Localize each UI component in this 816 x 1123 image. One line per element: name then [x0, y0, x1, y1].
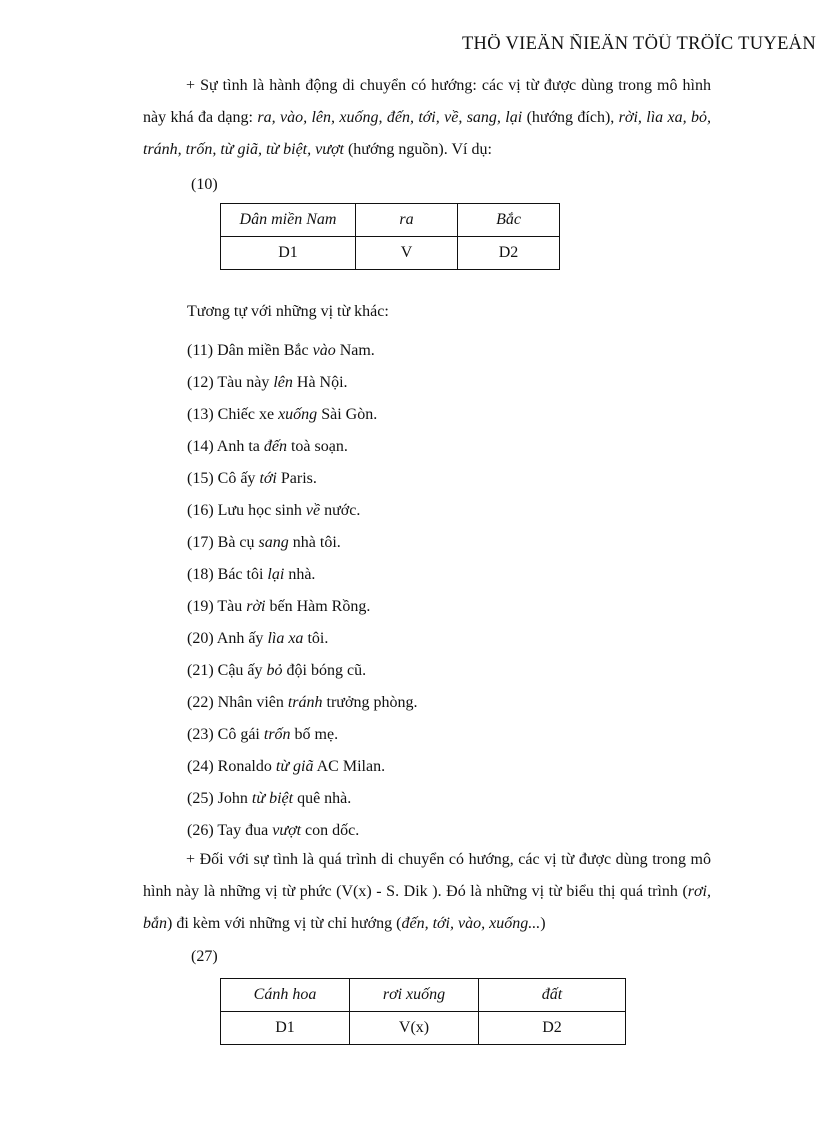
para1-text-e: (hướng nguồn). Ví dụ:: [343, 141, 492, 158]
list-item: (14) Anh ta đến toà soạn.: [187, 438, 348, 455]
para2-text-c: ) đi kèm với những vị từ chỉ hướng (: [167, 915, 402, 932]
list-item: (25) John từ biệt quê nhà.: [187, 790, 352, 807]
table-cell: D1: [221, 237, 356, 270]
para1-text-c: (hướng đích),: [522, 109, 619, 126]
examples-intro: Tương tự với những vị từ khác:: [187, 303, 389, 320]
example-10-label: (10): [191, 176, 218, 193]
page-header: THÖ VIEÄN ÑIEÄN TÖÛ TRÖÏC TUYEÁN: [461, 34, 816, 54]
verb: về: [305, 502, 321, 519]
list-item: (23) Cô gái trốn bố mẹ.: [187, 726, 339, 743]
verb: tránh: [287, 694, 323, 711]
list-item: (16) Lưu học sinh về nước.: [187, 502, 361, 519]
verb: vượt: [272, 822, 302, 839]
verb: trốn: [263, 726, 291, 743]
table-cell: ra: [356, 204, 458, 237]
list-item: (12) Tàu này lên Hà Nội.: [187, 374, 348, 391]
table-row: [221, 1012, 626, 1045]
verb: đến: [263, 438, 287, 455]
table-cell: V: [356, 237, 458, 270]
verb: rời: [246, 598, 266, 615]
table-cell: rơi xuống: [350, 979, 479, 1012]
list-item: (18) Bác tôi lại nhà.: [187, 566, 316, 583]
para2-text-a: + Đối với sự tình là quá trình di chuyển có hướng, các vị từ được dùng trong mô hình này là những vị từ phức (V(x) - S. Dik ). Đó là những vị từ biểu thị quá trình (: [143, 851, 711, 900]
list-item: (22) Nhân viên tránh trưởng phòng.: [187, 694, 418, 711]
example-27-label: (27): [191, 948, 218, 965]
list-item: (21) Cậu ấy bỏ đội bóng cũ.: [187, 662, 367, 679]
para2-direction-verbs: đến, tới, vào, xuống...: [401, 915, 541, 932]
verb: sang: [258, 534, 289, 551]
table-row: [221, 204, 560, 237]
table-cell: đất: [479, 979, 626, 1012]
paragraph-directed-motion-action: [143, 70, 711, 166]
list-item: (20) Anh ấy lìa xa tôi.: [187, 630, 329, 647]
paragraph-directed-motion-process: [143, 844, 711, 940]
list-item: (26) Tay đua vượt con dốc.: [187, 822, 360, 839]
list-item: (11) Dân miền Bắc vào Nam.: [187, 342, 375, 359]
table-cell: D2: [458, 237, 560, 270]
table-cell: Dân miền Nam: [221, 204, 356, 237]
list-item: (17) Bà cụ sang nhà tôi.: [187, 534, 341, 551]
verb: từ biệt: [251, 790, 294, 807]
example-27-table: [220, 978, 626, 1045]
list-item: (24) Ronaldo từ giã AC Milan.: [187, 758, 386, 775]
list-item: (19) Tàu rời bến Hàm Rồng.: [187, 598, 371, 615]
table-row: [221, 979, 626, 1012]
list-item: (13) Chiếc xe xuống Sài Gòn.: [187, 406, 378, 423]
table-cell: D2: [479, 1012, 626, 1045]
table-cell: Bắc: [458, 204, 560, 237]
verb: vào: [312, 342, 336, 359]
para1-goal-verbs: ra, vào, lên, xuống, đến, tới, về, sang, lại: [257, 109, 523, 126]
verb: lìa xa: [267, 630, 304, 647]
table-row: [221, 237, 560, 270]
table-cell: Cánh hoa: [221, 979, 350, 1012]
para1-text-a: + Sự tình là hành động di chuyển có hướng: các vị từ được dùng trong mô hình này khá đa dạng:: [143, 77, 711, 126]
verb: bỏ: [266, 662, 283, 679]
verb: lên: [273, 374, 293, 391]
example-10-table: [220, 203, 560, 270]
table-cell: V(x): [350, 1012, 479, 1045]
list-item: (15) Cô ấy tới Paris.: [187, 470, 317, 487]
example-list: [187, 335, 417, 847]
para2-text-e: ): [540, 915, 546, 932]
verb: từ giã: [275, 758, 314, 775]
para2-process-verbs: rơi, bắn: [143, 883, 711, 932]
para1-source-verbs: rời, lìa xa, bỏ, tránh, trốn, từ giã, từ biệt, vượt: [143, 109, 712, 158]
table-cell: D1: [221, 1012, 350, 1045]
verb: lại: [267, 566, 285, 583]
verb: xuống: [278, 406, 318, 423]
verb: tới: [259, 470, 277, 487]
